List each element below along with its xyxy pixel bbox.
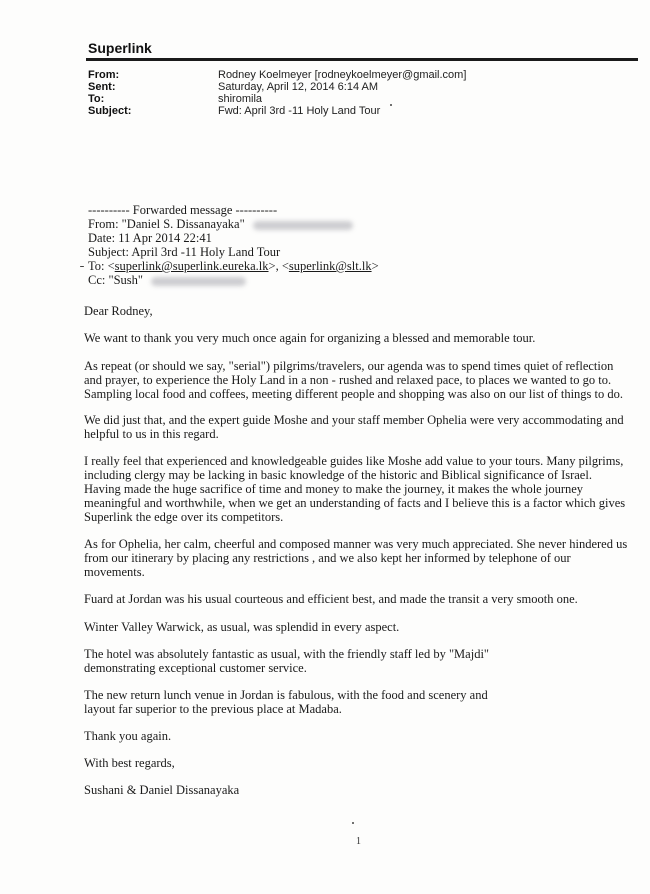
paragraph-6	[84, 592, 630, 606]
from-label: From:	[88, 69, 120, 81]
from-value: Rodney Koelmeyer [rodneykoelmeyer@gmail.com]	[218, 69, 467, 81]
forwarded-to-suffix: >	[371, 259, 379, 273]
paragraph-3	[84, 413, 630, 441]
paragraph-line: including clergy may be lacking in basic knowledge of the historic and Biblical significance of Israel.	[84, 468, 592, 482]
paragraph-line: As for Ophelia, her calm, cheerful and composed manner was very much appreciated. She never hindered us	[84, 537, 628, 551]
paragraph-line: Superlink the edge over its competitors.	[84, 510, 284, 524]
paragraph-8	[84, 647, 630, 675]
redacted-cc-blur	[151, 277, 246, 286]
paragraph-line: The hotel was absolutely fantastic as usual, with the friendly staff led by "Majdi"	[84, 647, 490, 661]
scan-speck	[390, 104, 392, 106]
paragraph-line: Sampling local food and coffees, meeting different people and shopping was also on our list of things to do.	[84, 387, 624, 401]
paragraph-line: movements.	[84, 565, 145, 579]
paragraph-line: Having made the huge sacrifice of time and money to make the journey, it makes the whole journey	[84, 482, 584, 496]
closing-thanks: Thank you again.	[84, 729, 172, 743]
forwarded-cc: Cc: "Sush"	[88, 273, 144, 287]
to-label: To:	[88, 93, 105, 105]
paragraph-9	[84, 688, 630, 716]
paragraph-line: Fuard at Jordan was his usual courteous and efficient best, and made the transit a very smooth one.	[84, 592, 578, 606]
brand-title: Superlink	[88, 40, 152, 56]
forwarded-date: Date: 11 Apr 2014 22:41	[88, 231, 212, 245]
greeting: Dear Rodney,	[84, 304, 153, 318]
subject-value: Fwd: April 3rd -11 Holy Land Tour	[218, 105, 381, 117]
page-number: 1	[356, 836, 361, 847]
scan-speck	[352, 822, 354, 824]
paragraph-line: Winter Valley Warwick, as usual, was splendid in every aspect.	[84, 620, 400, 634]
forwarded-to-mid: >, <	[268, 259, 289, 273]
sent-value: Saturday, April 12, 2014 6:14 AM	[218, 81, 379, 93]
paragraph-line: layout far superior to the previous place at Madaba.	[84, 702, 342, 716]
forwarded-separator: ---------- Forwarded message ----------	[88, 203, 278, 217]
forwarded-from-line	[88, 217, 353, 231]
paragraph-7	[84, 620, 630, 634]
paragraph-1	[84, 331, 630, 345]
paragraph-5	[84, 537, 630, 579]
redacted-email-blur	[253, 221, 353, 230]
closing-regards: With best regards,	[84, 756, 175, 770]
paragraph-line: As repeat (or should we say, "serial") pilgrims/travelers, our agenda was to spend times quiet of reflection	[84, 359, 614, 373]
to-value: shiromila	[218, 93, 263, 105]
paragraph-line: We did just that, and the expert guide Moshe and your staff member Ophelia were very accommodating and	[84, 413, 624, 427]
forwarded-to-line	[88, 259, 379, 273]
header-rule	[86, 58, 638, 61]
superlink-eureka-link[interactable]: superlink@superlink.eureka.lk	[114, 259, 269, 273]
forwarded-cc-line	[88, 273, 246, 287]
paragraph-line: helpful to us in this regard.	[84, 427, 219, 441]
paragraph-line: and prayer, to experience the Holy Land in a non - rushed and relaxed pace, to places we wanted to go to.	[84, 373, 612, 387]
forwarded-to-prefix: To: <	[88, 259, 115, 273]
paragraph-line: The new return lunch venue in Jordan is fabulous, with the food and scenery and	[84, 688, 488, 702]
forwarded-subject: Subject: April 3rd -11 Holy Land Tour	[88, 245, 281, 259]
signature: Sushani & Daniel Dissanayaka	[84, 783, 240, 797]
paragraph-line: We want to thank you very much once again for organizing a blessed and memorable tour.	[84, 331, 536, 345]
paragraph-line: meaningful and worthwhile, when we get an understanding of facts and I believe this is a factor which gives	[84, 496, 626, 510]
paragraph-line: I really feel that experienced and knowledgeable guides like Moshe add value to your tours. Many pilgrims,	[84, 454, 624, 468]
scan-speck	[80, 266, 84, 267]
subject-label: Subject:	[88, 105, 132, 117]
forwarded-from: From: "Daniel S. Dissanayaka"	[88, 217, 245, 231]
paragraph-line: from our itinerary by placing any restrictions , and we also kept her informed by telephone of our	[84, 551, 571, 565]
superlink-slt-link[interactable]: superlink@slt.lk	[288, 259, 372, 273]
paragraph-line: demonstrating exceptional customer service.	[84, 661, 307, 675]
paragraph-2	[84, 359, 630, 401]
paragraph-4	[84, 454, 630, 524]
sent-label: Sent:	[88, 81, 116, 93]
